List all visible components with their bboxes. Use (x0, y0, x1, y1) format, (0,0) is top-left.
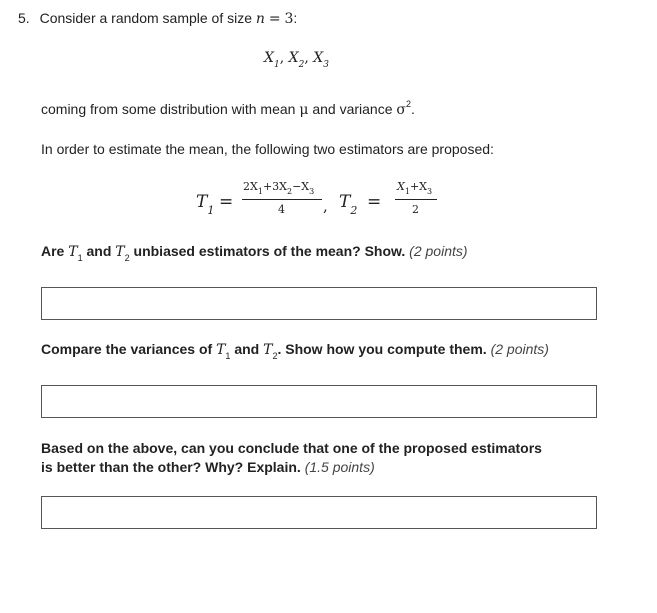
t2-numerator: $X_1+X_3$ (397, 180, 433, 196)
sample-variables: $X_1$, $X_2$, $X_3$ (264, 50, 329, 70)
sample-var-1: X (264, 50, 274, 66)
formula-comma: , (323, 197, 328, 215)
part-2-points: (2 points) (490, 341, 549, 357)
dist-period: . (410, 101, 415, 117)
t1-numerator: $2X_1+3X_2-X_3$ (243, 180, 315, 196)
n-variable: n (255, 11, 265, 27)
sample-sub-2: 2 (298, 60, 305, 70)
sigma-symbol: σ (396, 102, 406, 118)
part-3-answer-input[interactable] (41, 496, 597, 529)
t1-denominator: 4 (278, 203, 285, 216)
t2-symbol: $T_2$ (339, 192, 358, 217)
sample-sub-1: 1 (273, 60, 280, 70)
t2-sub: 2 (350, 204, 358, 217)
part-2-answer-input[interactable] (41, 385, 597, 418)
estimators-sentence: In order to estimate the mean, the following two estimators are proposed: (41, 141, 494, 157)
part-3-points: (1.5 points) (304, 459, 375, 475)
t2-equals: = (367, 192, 382, 212)
mu-symbol: μ (299, 102, 309, 118)
part-1-answer-input[interactable] (41, 287, 597, 320)
part-3-line-2: is better than the other? Why? Explain. (41, 459, 301, 475)
question-number: 5. (18, 10, 30, 26)
t1-fraction-bar (242, 199, 322, 200)
sigma-exponent: 2 (405, 99, 411, 109)
n-equals: = (268, 11, 281, 27)
t1-symbol: $T_1$ (196, 192, 215, 217)
sample-var-3: X (313, 50, 324, 66)
part-2-prompt: Compare the variances of $T_1$ and $T_2$. Show how you compute them. (2 points) (41, 341, 549, 361)
distribution-sentence (41, 101, 415, 118)
t1-equals: = (219, 192, 234, 212)
part-1-points: (2 points) (409, 243, 468, 259)
t1-sub: 1 (207, 204, 215, 217)
intro-colon: : (293, 10, 298, 26)
t2-fraction-bar (395, 199, 437, 200)
question-intro: Consider a random sample of size (39, 10, 253, 26)
sample-var-2: X (288, 50, 299, 66)
sample-sub-3: 3 (323, 60, 329, 70)
and-variance-text: and variance (312, 101, 393, 117)
n-value: 3 (284, 11, 294, 27)
part-3-prompt (41, 439, 542, 477)
part-3-line-1: Based on the above, can you conclude that one of the proposed estimators (41, 440, 542, 456)
question-header (18, 10, 297, 27)
t2-denominator: 2 (412, 203, 419, 216)
part-1-prompt: Are $T_1$ and $T_2$ unbiased estimators of the mean? Show. (2 points) (41, 243, 468, 263)
dist-text: coming from some distribution with mean (41, 101, 296, 117)
